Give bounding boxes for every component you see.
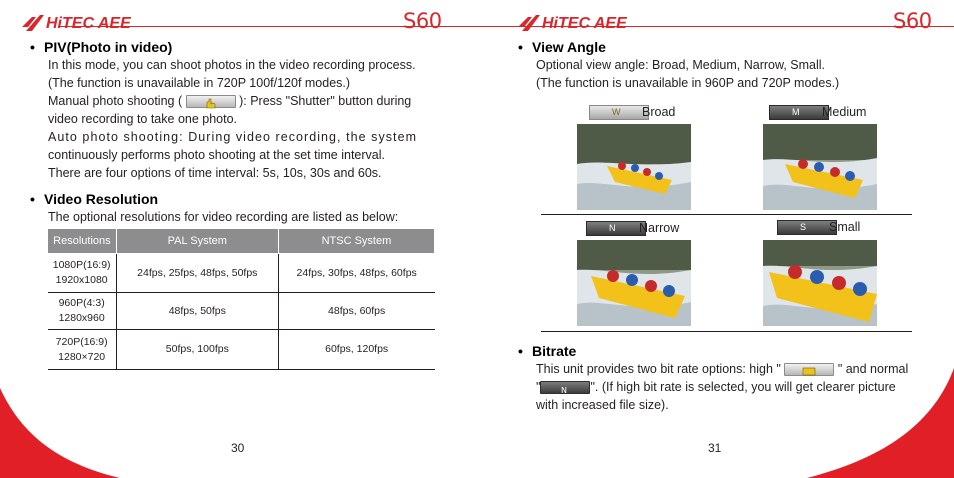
table-row (48, 293, 435, 330)
ntsc-cell: 24fps, 30fps, 48fps, 60fps (278, 254, 434, 293)
table-row (48, 254, 435, 293)
raft-photo-medium (763, 124, 877, 210)
piv-heading: • PIV(Photo in video) (30, 39, 173, 55)
pal-cell: 48fps, 50fps (116, 293, 278, 330)
bitrate-body: This unit provides two bit rate options: high " " and normal " N ". (If high bit rate is selected, you will get clearer picture with increased file size). (536, 362, 909, 412)
normal-bitrate-icon (540, 381, 590, 394)
hitec-logo (22, 9, 152, 33)
bitrate-heading: • Bitrate (518, 343, 577, 359)
logo-wordmark: HiTEC AEE (46, 15, 131, 32)
raft-photo-broad (577, 124, 691, 210)
page-number-right: 31 (708, 441, 722, 455)
view-angle-label: Broad (642, 105, 676, 119)
piv-body: In this mode, you can shoot photos in the video recording process. (The function is unavailable in 720P 100f/120f modes.) Manual photo shooting ( ): Press "Shutter" button during video recording to take one photo. Auto photo shooting: During video recording, the system continuously performs photo shooting at the set time interval. There are four options of time interval: 5s, 10s, 30s and 60s. (48, 58, 418, 180)
medium-angle-icon: M (769, 105, 829, 120)
ntsc-cell: 48fps, 60fps (278, 293, 434, 330)
small-angle-icon: S (777, 220, 837, 235)
divider-line (541, 331, 912, 332)
raft-photo-narrow (577, 240, 691, 326)
view-angle-label: Medium (822, 105, 867, 119)
view-angle-heading: • View Angle (518, 39, 606, 55)
page-number-left: 30 (231, 441, 245, 455)
view-angle-label: Small (829, 220, 861, 234)
resolution-cell: 1080P(16:9) 1920x1080 (48, 254, 117, 293)
narrow-angle-icon: N (586, 221, 646, 236)
column-header: PAL System (116, 229, 278, 254)
red-corner-decoration (0, 388, 477, 478)
table-row (48, 330, 435, 370)
shutter-hand-icon (186, 95, 236, 108)
pal-cell: 50fps, 100fps (116, 330, 278, 370)
resolution-cell: 720P(16:9) 1280×720 (48, 330, 117, 370)
view-angle-label: Narrow (639, 221, 680, 235)
raft-photo-small (763, 240, 877, 326)
view-angle-body: Optional view angle: Broad, Medium, Narrow, Small. (The function is unavailable in 960P and 720P modes.) (536, 58, 840, 90)
high-bitrate-icon (784, 363, 834, 376)
wide-angle-icon: W (589, 105, 649, 120)
divider-line (541, 214, 912, 215)
video-resolution-heading: • Video Resolution (30, 191, 159, 207)
video-resolution-intro: The optional resolutions for video recording are listed as below: (48, 210, 399, 224)
resolution-cell: 960P(4:3) 1280x960 (48, 293, 117, 330)
column-header: Resolutions (48, 229, 117, 254)
resolution-table (47, 228, 435, 370)
svg-text:N: N (561, 386, 568, 396)
hitec-logo (518, 9, 648, 33)
model-name: S60 (893, 9, 932, 33)
ntsc-cell: 60fps, 120fps (278, 330, 434, 370)
column-header: NTSC System (278, 229, 434, 254)
model-name: S60 (403, 9, 442, 33)
pal-cell: 24fps, 25fps, 48fps, 50fps (116, 254, 278, 293)
logo-wordmark: HiTEC AEE (542, 15, 627, 32)
